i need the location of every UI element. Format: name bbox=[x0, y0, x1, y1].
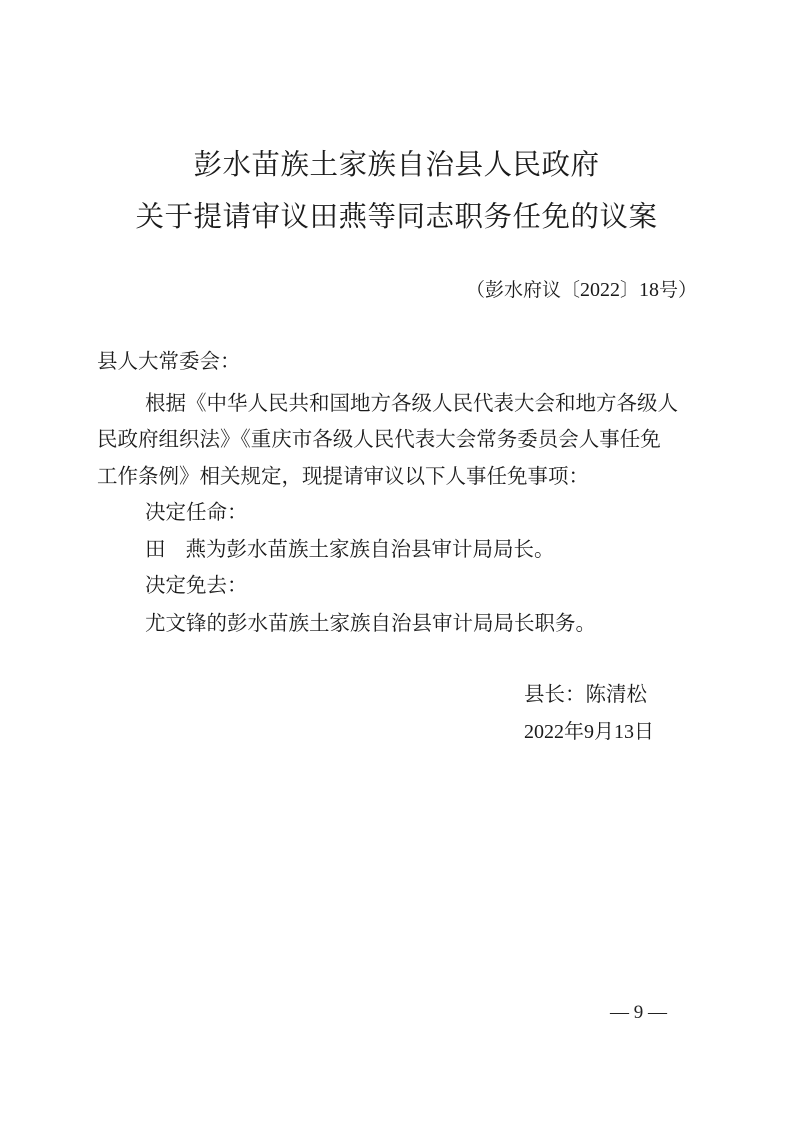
date-year-unit: 年 bbox=[564, 719, 584, 743]
dismiss-heading: 决定免去： bbox=[145, 573, 248, 597]
page-number: — 9 — bbox=[610, 1002, 667, 1023]
doc-number-mid: 〕 bbox=[619, 279, 639, 301]
document-number bbox=[466, 275, 697, 305]
document-title-line-1: 彭水苗族土家族自治县人民政府 bbox=[193, 148, 600, 181]
signatory: 县长：陈清松 bbox=[524, 682, 647, 706]
doc-number-suffix: 号） bbox=[658, 279, 697, 301]
addressee: 县人大常委会： bbox=[97, 349, 241, 373]
dismiss-item: 尤文锋的彭水苗族土家族自治县审计局局长职务。 bbox=[145, 611, 596, 635]
paragraph-line-3: 工作条例》相关规定，现提请审议以下人事任免事项： bbox=[97, 464, 589, 488]
paragraph-line-1: 根据《中华人民共和国地方各级人民代表大会和地方各级人 bbox=[145, 391, 678, 415]
paragraph-line-2: 民政府组织法》《重庆市各级人民代表大会常务委员会人事任免 bbox=[97, 427, 661, 451]
appoint-item bbox=[145, 534, 555, 564]
appoint-heading: 决定任命： bbox=[145, 500, 248, 524]
appoint-name-first: 田 bbox=[145, 537, 166, 561]
date-day: 13 bbox=[614, 721, 634, 743]
date-day-unit: 日 bbox=[634, 719, 654, 743]
doc-number-year: 2022 bbox=[579, 279, 620, 301]
date-month: 9 bbox=[584, 721, 594, 743]
date-year: 2022 bbox=[524, 721, 564, 743]
doc-number-serial: 18 bbox=[638, 279, 659, 301]
signature-date bbox=[524, 716, 654, 747]
doc-number-prefix: （彭水府议〔 bbox=[465, 279, 580, 301]
appoint-name-rest: 燕为彭水苗族土家族自治县审计局局长。 bbox=[185, 537, 555, 561]
date-month-unit: 月 bbox=[594, 719, 614, 743]
document-title-line-2: 关于提请审议田燕等同志职务任免的议案 bbox=[135, 200, 658, 233]
